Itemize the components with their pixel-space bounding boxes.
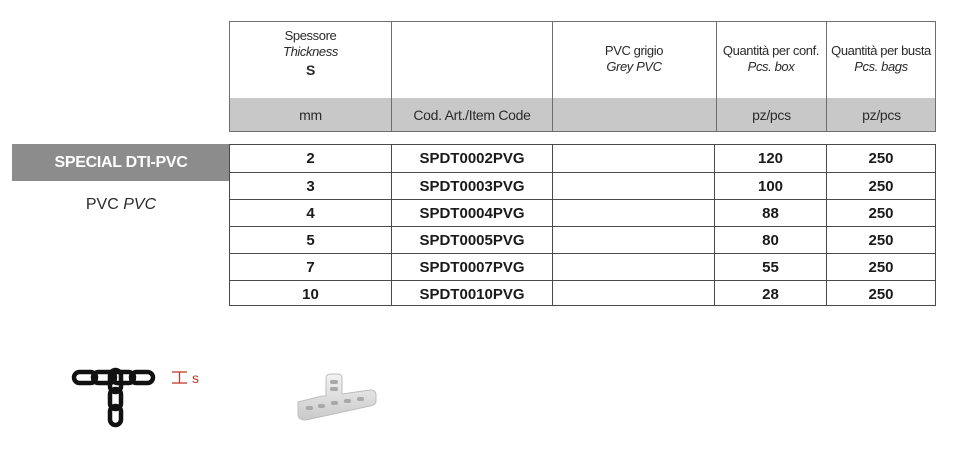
table-header — [229, 21, 936, 132]
cell-grey — [553, 173, 714, 200]
cell-item-code: SPDT0002PVG — [419, 150, 525, 167]
unit-mm: mm — [299, 107, 322, 123]
material-en: PVC — [123, 196, 157, 213]
cell-pcs-box: 100 — [757, 178, 784, 195]
cell-grey — [553, 281, 714, 308]
cell-thickness: 4 — [306, 205, 315, 222]
unit-item-code: Cod. Art./Item Code — [413, 107, 531, 123]
cell-pcs-bags: 250 — [868, 178, 894, 195]
cell-pcs-bags: 250 — [868, 205, 894, 222]
cell-thickness: 2 — [306, 150, 315, 167]
section-title: SPECIAL DTI-PVC — [12, 144, 230, 181]
material-label — [12, 196, 230, 214]
cell-pcs-bags: 250 — [868, 286, 894, 303]
header-pcs-box — [716, 43, 826, 75]
cell-grey — [553, 254, 714, 281]
cell-item-code: SPDT0010PVG — [419, 286, 525, 303]
spacer-diagram — [70, 362, 220, 428]
material-it: PVC — [85, 196, 119, 213]
cell-grey — [553, 227, 714, 254]
cell-pcs-bags: 250 — [868, 259, 894, 276]
cell-pcs-box: 55 — [762, 259, 779, 276]
cell-item-code: SPDT0004PVG — [419, 205, 525, 222]
header-pcs-bags-en: Pcs. bags — [854, 59, 908, 74]
cell-thickness: 3 — [306, 178, 315, 195]
cell-pcs-bags: 250 — [868, 150, 894, 167]
spacer-photo — [292, 368, 378, 424]
unit-pcs-box: pz/pcs — [752, 107, 791, 123]
table-row — [230, 253, 935, 281]
table-row — [230, 145, 935, 172]
header-pcs-box-it: Quantità per conf. — [722, 43, 820, 58]
dimension-label: s — [192, 370, 199, 386]
cell-grey — [553, 145, 714, 172]
cell-thickness: 7 — [306, 259, 315, 276]
table-row — [230, 172, 935, 200]
table-row — [230, 280, 935, 308]
cell-pcs-box: 120 — [757, 150, 784, 167]
unit-grey — [553, 98, 716, 132]
table-row — [230, 226, 935, 254]
cell-pcs-bags: 250 — [868, 232, 894, 249]
cell-grey — [553, 200, 714, 227]
header-thickness-en: Thickness — [283, 44, 338, 59]
header-pcs-box-en: Pcs. box — [747, 59, 795, 74]
cell-pcs-box: 80 — [762, 232, 779, 249]
header-pcs-bags-it: Quantità per busta — [831, 43, 931, 58]
header-grey-pvc-it: PVC grigio — [604, 43, 664, 58]
cell-pcs-box: 28 — [762, 286, 779, 303]
cell-thickness: 5 — [306, 232, 315, 249]
product-table — [229, 144, 936, 306]
header-grey-pvc-en: Grey PVC — [606, 59, 662, 74]
cell-item-code: SPDT0005PVG — [419, 232, 525, 249]
header-thickness-symbol: S — [306, 62, 315, 78]
cell-thickness: 10 — [302, 286, 319, 303]
cell-item-code: SPDT0007PVG — [419, 259, 525, 276]
dimension-marker-icon — [172, 372, 187, 383]
header-grey-pvc — [552, 43, 716, 75]
table-row — [230, 199, 935, 227]
cell-item-code: SPDT0003PVG — [419, 178, 525, 195]
cell-pcs-box: 88 — [762, 205, 779, 222]
header-thickness — [230, 28, 391, 78]
unit-pcs-bags: pz/pcs — [862, 107, 901, 123]
header-pcs-bags — [826, 43, 936, 75]
header-thickness-it: Spessore — [284, 28, 337, 43]
